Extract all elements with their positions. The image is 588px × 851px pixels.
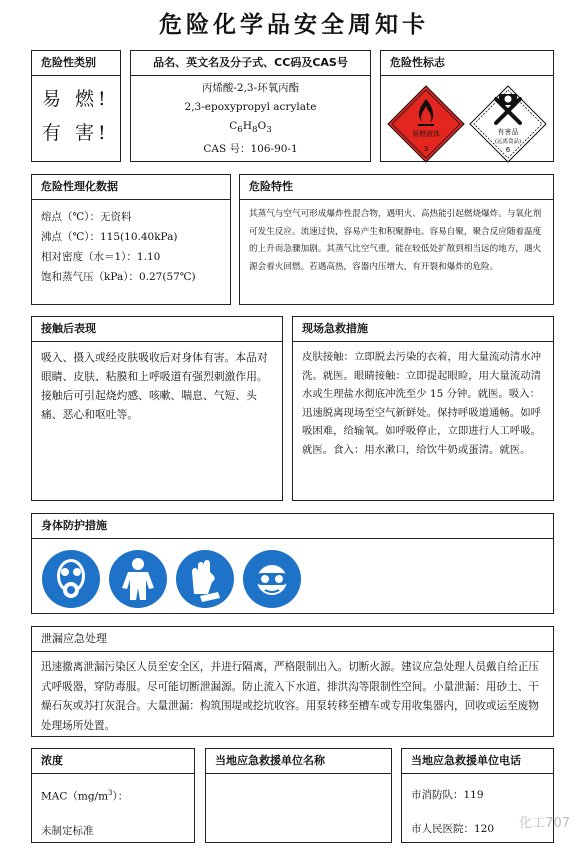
protection-icons: [42, 550, 301, 608]
hazard-class-line: 有 害!: [42, 122, 110, 144]
hazard-class-line: 易 燃!: [42, 88, 110, 110]
exposure-text: 吸入、摄入或经皮肤吸收后对身体有害。本品对眼睛、皮肤、粘膜和上呼吸道有强烈刺激作用。接触后可引起烧灼感、咳嗽、喘息、气短、头痛、恶心和呕吐等。: [41, 351, 268, 421]
flammable-liquid-label: 易燃液体: [412, 130, 440, 138]
identity-body: [131, 76, 370, 165]
hazard-class-list: [32, 76, 120, 156]
local-phone-body: [402, 774, 553, 844]
harmful-label: 有害品: [497, 128, 519, 136]
mac-value: 未制定标准: [41, 824, 94, 837]
first-aid-box: [292, 316, 554, 501]
hazard-props-text: 其蒸气与空气可形成爆炸性混合物，遇明火、高热能引起燃烧爆炸。与氧化剂可发生反应。流速过快，容易产生和积聚静电。容易自聚，聚合反应随着温度的上升而急骤加剧。其蒸气比空气重，能在较低处扩散到相当远的地方，遇火源会着火回燃。若遇高热，容器内压增大，有开裂和爆炸的危险。: [249, 209, 542, 272]
local-unit-box: [205, 748, 392, 843]
goggles-icon: [243, 550, 301, 608]
vapor-pressure: 饱和蒸气压（kPa）：0.27(57℃): [41, 271, 196, 283]
relative-density: 相对密度（水＝1）：1.10: [41, 251, 161, 263]
hazard-class-box: [31, 50, 121, 162]
hazard-class-header: 危险性类别: [32, 51, 120, 76]
chemical-cn-name: 丙烯酸-2,3-环氧丙酯: [201, 82, 300, 94]
chemical-formula: $C_6H_8O_3$: [229, 120, 272, 136]
hazard-props-box: [239, 174, 554, 305]
physchem-header: 危险性理化数据: [32, 175, 230, 200]
fire-brigade-phone: 市消防队：119: [411, 789, 484, 801]
hospital-phone: 市人民医院：120: [411, 823, 495, 835]
exposure-box: [31, 316, 283, 501]
spill-box: [31, 626, 554, 737]
melting-point: 熔点（℃）：无资料: [41, 211, 132, 223]
local-unit-header: 当地应急救援单位名称: [206, 749, 391, 774]
physchem-box: [31, 174, 231, 305]
identity-header: 品名、英文名及分子式、CC码及CAS号: [131, 51, 370, 76]
exposure-header: 接触后表现: [32, 317, 282, 342]
hazard-props-header: 危险特性: [240, 175, 553, 200]
harmful-class-number: 6: [505, 146, 511, 154]
concentration-body: [32, 774, 194, 846]
flammable-liquid-sign-icon: [387, 85, 465, 167]
harmful-sublabel: (远离食品): [494, 139, 522, 145]
hazard-symbol-box: [380, 50, 554, 162]
spill-text: 迅速撤离泄漏污染区人员至安全区，并进行隔离，严格限制出入。切断火源。建议应急处理人员戴自给正压式呼吸器，穿防毒服。尽可能切断泄漏源。防止流入下水道、排洪沟等限制性空间。小量泄漏：用砂土、干燥石灰或苏打灰混合。大量泄漏：构筑围堤或挖坑收容。用泵转移至槽车或专用收集器内，回收或运至废物处理场所处置。: [41, 661, 539, 732]
concentration-box: [31, 748, 195, 843]
boiling-point: 沸点（℃）：115(10.40kPa): [41, 231, 178, 243]
harmful-sign-icon: [469, 85, 547, 167]
cas-number: CAS 号：106-90-1: [203, 143, 298, 156]
physchem-list: [32, 200, 230, 293]
chemical-en-name: 2,3-epoxypropyl acrylate: [184, 101, 317, 113]
local-phone-header: 当地应急救援单位电话: [402, 749, 553, 774]
protection-header: 身体防护措施: [32, 514, 553, 539]
first-aid-text: 皮肤接触：立即脱去污染的衣着，用大量流动清水冲洗。就医。眼睛接触：立即提起眼睑，用大量流动清水或生理盐水彻底冲洗至少 15 分钟。就医。吸入：迅速脱离现场至空气新鲜处。保持呼吸道通畅。如呼吸困难，给输氧。如呼吸停止，立即进行人工呼吸。就医。食入：用水漱口，给饮牛奶或蛋清。就医。: [302, 351, 541, 456]
flammable-class-number: 3: [423, 145, 429, 153]
mac-label: $MAC(mg/m^3)$：: [41, 789, 129, 803]
spill-header: 泄漏应急处理: [32, 627, 553, 652]
identity-box: [130, 50, 371, 162]
concentration-header: 浓度: [32, 749, 194, 774]
page-title: 危险化学品安全周知卡: [159, 12, 429, 38]
first-aid-header: 现场急救措施: [293, 317, 553, 342]
protection-box: [31, 513, 554, 614]
watermark: 化工707: [519, 816, 570, 831]
hazard-symbol-header: 危险性标志: [381, 51, 553, 76]
gloves-icon: [176, 550, 234, 608]
gas-mask-icon: [42, 550, 100, 608]
protective-suit-icon: [109, 550, 167, 608]
